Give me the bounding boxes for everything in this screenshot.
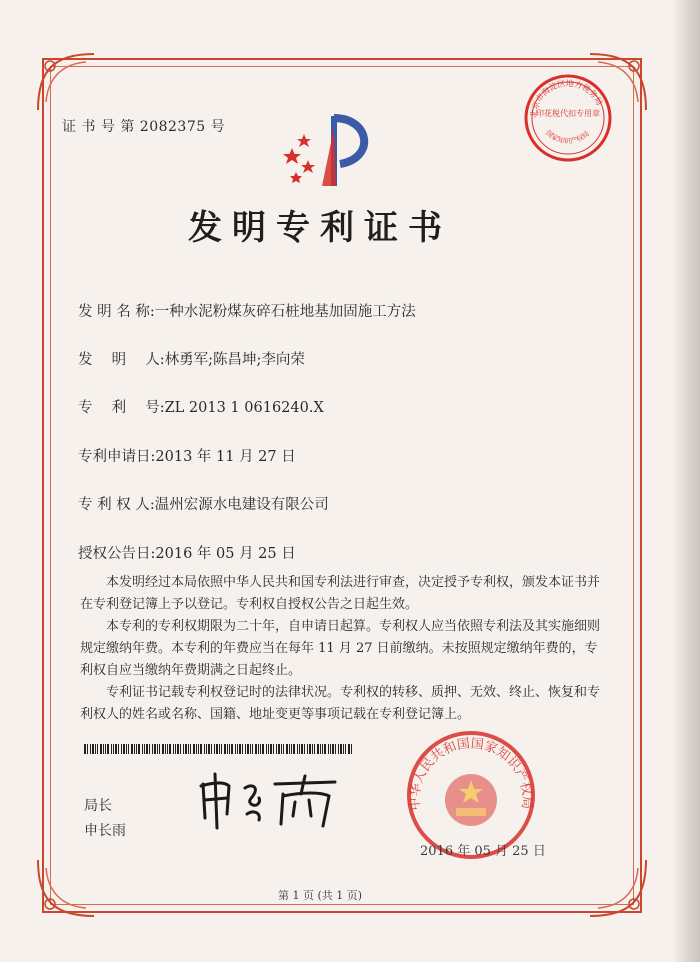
certificate-title: 发明专利证书 [188, 208, 452, 248]
seal-date: 2016 年 05 月 25 日 [420, 844, 546, 859]
field-inventors [78, 348, 305, 369]
seal-ring-text: 中华人民共和国国家知识产权局 [407, 736, 535, 811]
field-value: ZL 2013 1 0616240.X [164, 400, 324, 416]
patent-office-logo-icon [282, 108, 382, 194]
tax-stamp [522, 72, 614, 164]
body-paragraph: 本专利的专利权期限为二十年，自申请日起算。专利权人应当依照专利法及其实施细则规定缴纳年费。本专利的年费应当在每年 11 月 27 日前缴纳。未按照规定缴纳年费的，专利权自应当缴纳年费期满之日起终止。 [80, 619, 601, 678]
field-patent-number [78, 396, 324, 417]
field-label: 发 明 人: [78, 352, 165, 368]
field-application-date [78, 445, 296, 466]
page-number: 第 1 页 (共 1 页) [277, 889, 363, 902]
director-name: 申长雨 [84, 823, 126, 839]
field-label: 专 利 权 人: [78, 497, 155, 513]
field-value: 2013 年 11 月 27 日 [155, 449, 296, 465]
field-value: 温州宏源水电建设有限公司 [154, 497, 329, 513]
field-label: 授权公告日: [78, 546, 156, 562]
certificate-body [80, 572, 600, 726]
field-value: 林勇军;陈昌坤;李向荣 [164, 352, 305, 368]
director-signature [195, 770, 345, 830]
field-invention-name [78, 300, 416, 321]
field-value: 2016 年 05 月 25 日 [155, 546, 296, 562]
binding-edge [674, 0, 700, 962]
certificate-number: 证 书 号 第 2082375 号 [62, 119, 226, 135]
field-label: 专 利 号: [78, 400, 165, 416]
small-stamp-ring-text: 北京市海淀区地方税务局 [528, 78, 604, 119]
field-label: 发 明 名 称: [78, 304, 155, 320]
barcode [84, 744, 354, 754]
director-label: 局长 [84, 798, 112, 814]
field-patentee [78, 493, 329, 514]
field-label: 专利申请日: [78, 449, 156, 465]
field-grant-date [78, 542, 296, 563]
corner-ornament-top-left-icon [34, 50, 98, 114]
body-paragraph: 专利证书记载专利权登记时的法律状况。专利权的转移、质押、无效、终止、恢复和专利权人的姓名或名称、国籍、地址变更等事项记载在专利登记簿上。 [80, 685, 601, 722]
small-stamp-center-text: 印花税代扣专用章 [536, 109, 600, 118]
field-value: 一种水泥粉煤灰碎石桩地基加固施工方法 [154, 304, 416, 320]
small-stamp-bottom-text: 国家知识产权局 [544, 128, 591, 146]
body-paragraph: 本发明经过本局依照中华人民共和国专利法进行审查，决定授予专利权，颁发本证书并在专利登记簿上予以登记。专利权自授权公告之日起生效。 [80, 575, 601, 612]
